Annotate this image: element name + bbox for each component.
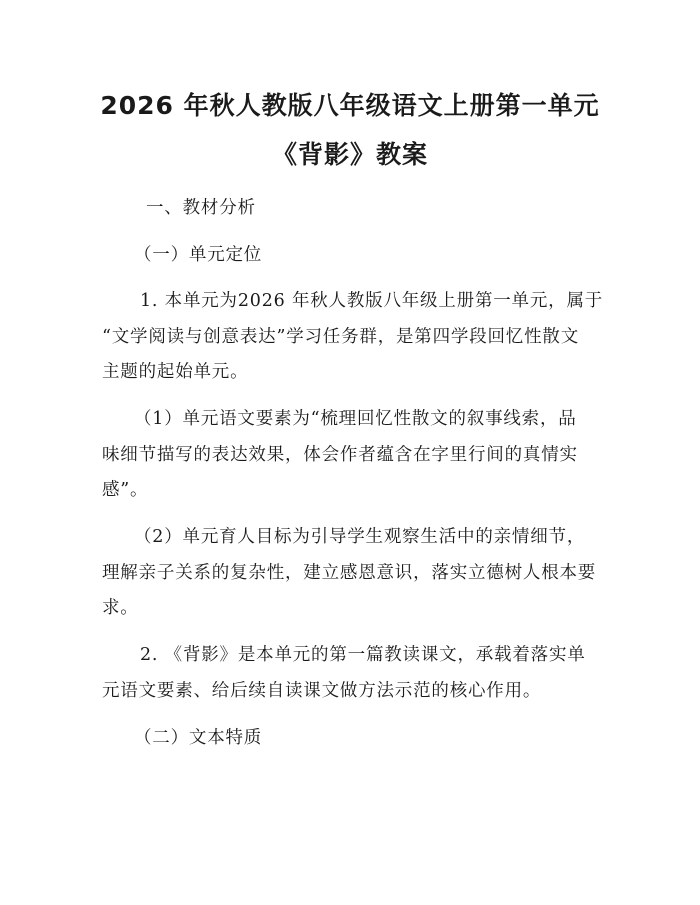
paragraph-line: 主题的起始单元。	[102, 362, 249, 382]
paragraph-line: （2）单元育人目标为引导学生观察生活中的亲情细节，	[134, 527, 586, 547]
paragraph-line: 求。	[102, 598, 139, 618]
document-title-line-1: 2026 年秋人教版八年级语文上册第一单元	[100, 91, 600, 120]
paragraph-line: 感”。	[102, 480, 149, 500]
subsection-heading-unit-positioning: （一）单元定位	[134, 245, 263, 265]
paragraph-line: 理解亲子关系的复杂性，建立感恩意识，落实立德树人根本要	[102, 563, 597, 583]
document-title-line-2: 《背影》教案	[271, 140, 428, 169]
paragraph-line: 1. 本单元为2026 年秋人教版八年级上册第一单元，属于	[140, 291, 604, 311]
paragraph-line: 元语文要素、给后续自读课文做方法示范的核心作用。	[102, 681, 542, 701]
paragraph-line: “文学阅读与创意表达”学习任务群，是第四学段回忆性散文	[102, 327, 579, 347]
section-heading-teaching-material-analysis: 一、教材分析	[146, 198, 256, 218]
paragraph-line: （1）单元语文要素为“梳理回忆性散文的叙事线索，品	[134, 409, 577, 429]
paragraph-line: 2. 《背影》是本单元的第一篇教读课文，承载着落实单	[140, 645, 586, 665]
subsection-heading-text-characteristics: （二）文本特质	[134, 728, 263, 748]
paragraph-line: 味细节描写的表达效果，体会作者蕴含在字里行间的真情实	[102, 445, 578, 465]
